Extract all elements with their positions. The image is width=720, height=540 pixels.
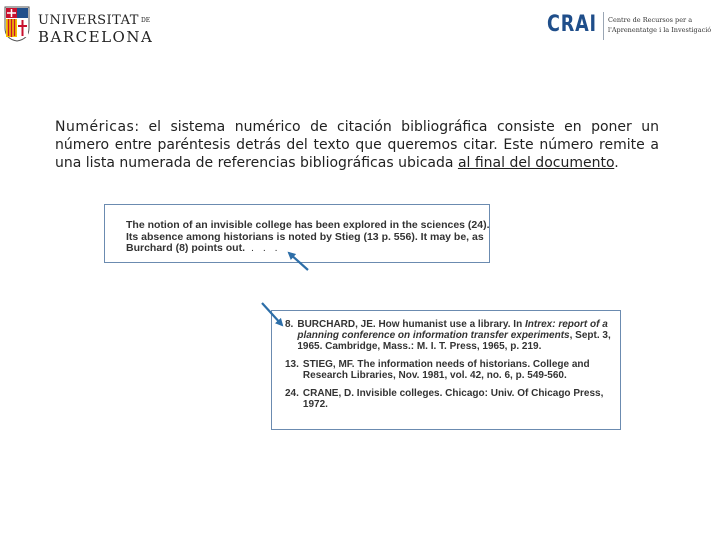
description-text: : el sistema numérico de citación bibliográfica consiste en poner un número entre paréntesis detrás del texto que queremos citar. Este número remite a una lista numerada de referencias bibliográficas ubicada (55, 119, 659, 171)
reference-item: 13. STIEG, MF. The information needs of historians. College and Research Libraries, Nov. 1981, vol. 42, no. 6, p. 549-560. (285, 359, 590, 381)
underlined-phrase: al final del documento (457, 155, 615, 171)
arrow-to-citation-icon (289, 253, 308, 270)
term-numericas: Numéricas (55, 119, 135, 135)
ub-logo-line1: UNIVERSITAT DE (38, 13, 151, 28)
reference-item: 24. CRANE, D. Invisible colleges. Chicago: Univ. Of Chicago Press, 1972. (285, 388, 604, 410)
citing-text: The notion of an invisible college has been explored in the sciences (24). Its absence among historians is noted by Stieg (13 p. 556). It may be, as Burchard (8) points out. . . . (126, 219, 490, 254)
reference-number: 13. (285, 359, 299, 370)
crai-mark: CRAI (547, 12, 597, 37)
ub-logo-line2: BARCELONA (38, 28, 154, 46)
numeric-citation-description: Numéricas: el sistema numérico de citación bibliográfica consiste en poner un número entre paréntesis detrás del texto que queremos citar. Este número remite a una lista numerada de referencias bibliográficas ubicada al final del documento. (55, 119, 659, 171)
reference-number: 24. (285, 388, 299, 399)
crai-logo-text: Centre de Recursos per a l'Aprenentatge i la Investigació (608, 16, 712, 34)
reference-item: 8. BURCHARD, JE. How humanist use a library. In Intrex: report of a planning conference on information transfer experiments, Sept. 3, 1965. Cambridge, Mass.: M. I. T. Press, 1965, p. 219. (285, 319, 611, 352)
arrow-to-reference-icon (262, 303, 282, 325)
reference-number: 8. (285, 319, 294, 330)
